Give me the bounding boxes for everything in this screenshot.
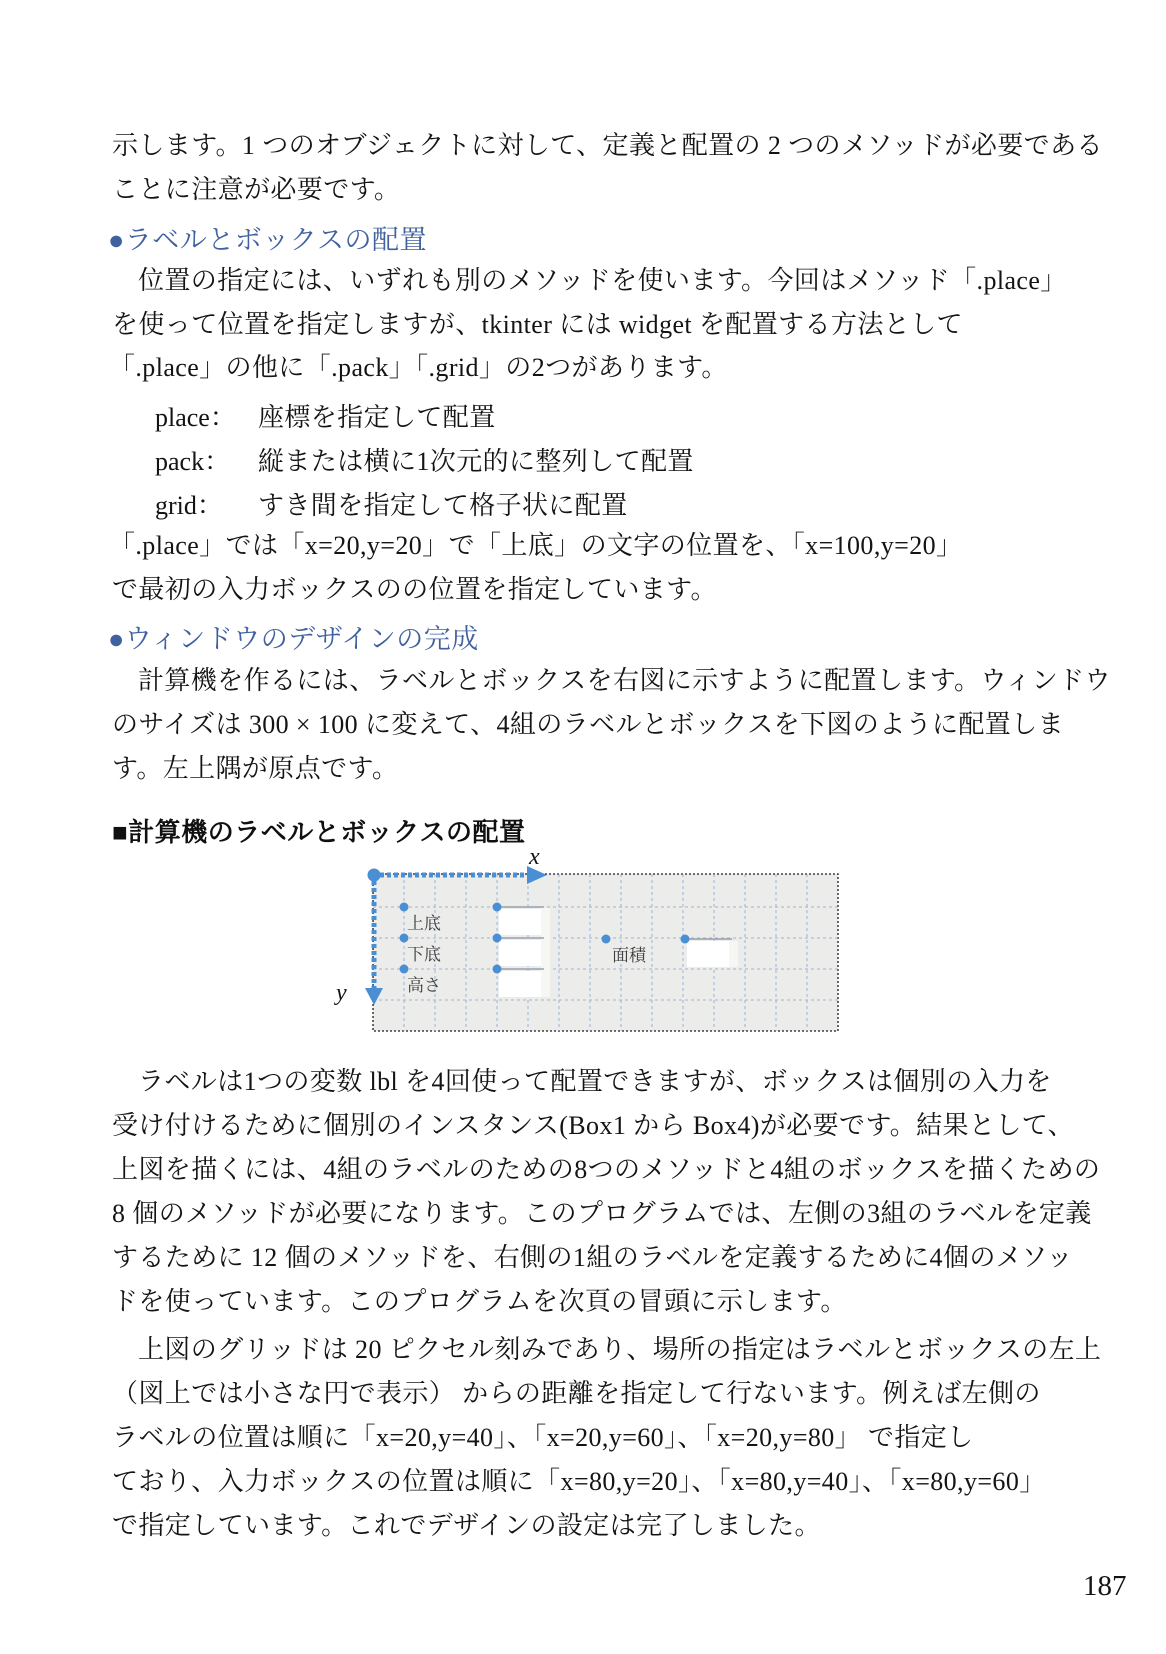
widget-label: 下底 [407, 945, 441, 964]
anchor-dot [602, 935, 611, 944]
paragraph-line: 「.place」の他に「.pack」「.grid」の2つがあります。 [109, 353, 728, 382]
section-heading-window-design: ●ウィンドウのデザインの完成 [108, 624, 479, 654]
entry-box [687, 941, 729, 967]
figure-window-layout [315, 838, 855, 1053]
anchor-dot [493, 965, 502, 974]
method-term: pack： [155, 447, 231, 476]
paragraph-line: （図上では小さな円で表示） からの距離を指定して行ないます。例えば左側の [112, 1379, 1041, 1408]
paragraph-line: を使って位置を指定しますが、tkinter には widget を配置する方法として [112, 310, 963, 339]
anchor-dot [493, 903, 502, 912]
paragraph-line: 受け付けるために個別のインスタンス(Box1 から Box4)が必要です。結果として、 [112, 1111, 1075, 1140]
method-desc: すき間を指定して格子状に配置 [258, 491, 628, 520]
paragraph-line: 上図のグリッドは 20 ピクセル刻みであり、場所の指定はラベルとボックスの左上 [138, 1335, 1102, 1364]
layout-diagram [315, 838, 855, 1053]
paragraph-line: 「.place」では「x=20,y=20」で「上底」の文字の位置を、「x=100,y=20」 [109, 531, 963, 560]
anchor-dot [400, 903, 409, 912]
paragraph-line: で指定しています。これでデザインの設定は完了しました。 [112, 1511, 821, 1540]
figure-heading: ■計算機のラベルとボックスの配置 [112, 817, 526, 847]
page-number: 187 [1083, 1570, 1127, 1602]
anchor-dot [400, 934, 409, 943]
method-list-item [0, 485, 1166, 525]
paragraph-line: で最初の入力ボックスのの位置を指定しています。 [112, 575, 717, 604]
paragraph-line: 上図を描くには、4組のラベルのための8つのメソッドと4組のボックスを描くための [112, 1155, 1101, 1184]
origin-dot [368, 869, 381, 882]
entry-box [499, 971, 541, 997]
paragraph-line: ドを使っています。このプログラムを次頁の冒頭に示します。 [112, 1287, 847, 1316]
section-heading-labels-boxes: ●ラベルとボックスの配置 [108, 225, 428, 255]
window-rect [373, 874, 838, 1031]
entry-box [499, 909, 541, 935]
paragraph-line: ており、入力ボックスの位置は順に「x=80,y=20」、「x=80,y=40」、「x=80,y=60」 [112, 1467, 1046, 1496]
entry-box [499, 940, 541, 966]
paragraph-line: 位置の指定には、いずれも別のメソッドを使います。今回はメソッド「.place」 [138, 266, 1067, 295]
method-list-item [0, 397, 1166, 437]
method-desc: 縦または横に1次元的に整列して配置 [258, 447, 694, 476]
widget-label: 高さ [407, 976, 441, 995]
paragraph-line: するために 12 個のメソッドを、右側の1組のラベルを定義するために4個のメソッ [112, 1243, 1073, 1272]
paragraph-line: ラベルの位置は順に「x=20,y=40」、「x=20,y=60」、「x=20,y=80」 で指定し [112, 1423, 974, 1452]
paragraph-line: す。左上隅が原点です。 [112, 754, 399, 783]
paragraph-line: 示します。1 つのオブジェクトに対して、定義と配置の 2 つのメソッドが必要である [112, 131, 1103, 160]
x-axis-label: x [529, 844, 540, 870]
anchor-dot [681, 935, 690, 944]
method-desc: 座標を指定して配置 [258, 403, 496, 432]
widget-label: 面積 [612, 946, 646, 965]
anchor-dot [493, 934, 502, 943]
paragraph-line: 計算機を作るには、ラベルとボックスを右図に示すように配置します。ウィンドウ [138, 666, 1111, 695]
anchor-dot [400, 965, 409, 974]
method-term: grid： [155, 491, 223, 520]
entry-shadow [729, 941, 738, 967]
entry-shadow [541, 908, 550, 997]
method-term: place： [155, 403, 236, 432]
paragraph-line: 8 個のメソッドが必要になります。このプログラムでは、左側の3組のラベルを定義 [112, 1199, 1092, 1228]
y-axis-label: y [336, 980, 347, 1006]
paragraph-line: ラベルは1つの変数 lbl を4回使って配置できますが、ボックスは個別の入力を [138, 1067, 1052, 1096]
paragraph-line: ことに注意が必要です。 [112, 175, 401, 204]
paragraph-line: のサイズは 300 × 100 に変えて、4組のラベルとボックスを下図のように配置しま [112, 710, 1065, 739]
method-list-item [0, 441, 1166, 481]
widget-label: 上底 [407, 914, 441, 933]
